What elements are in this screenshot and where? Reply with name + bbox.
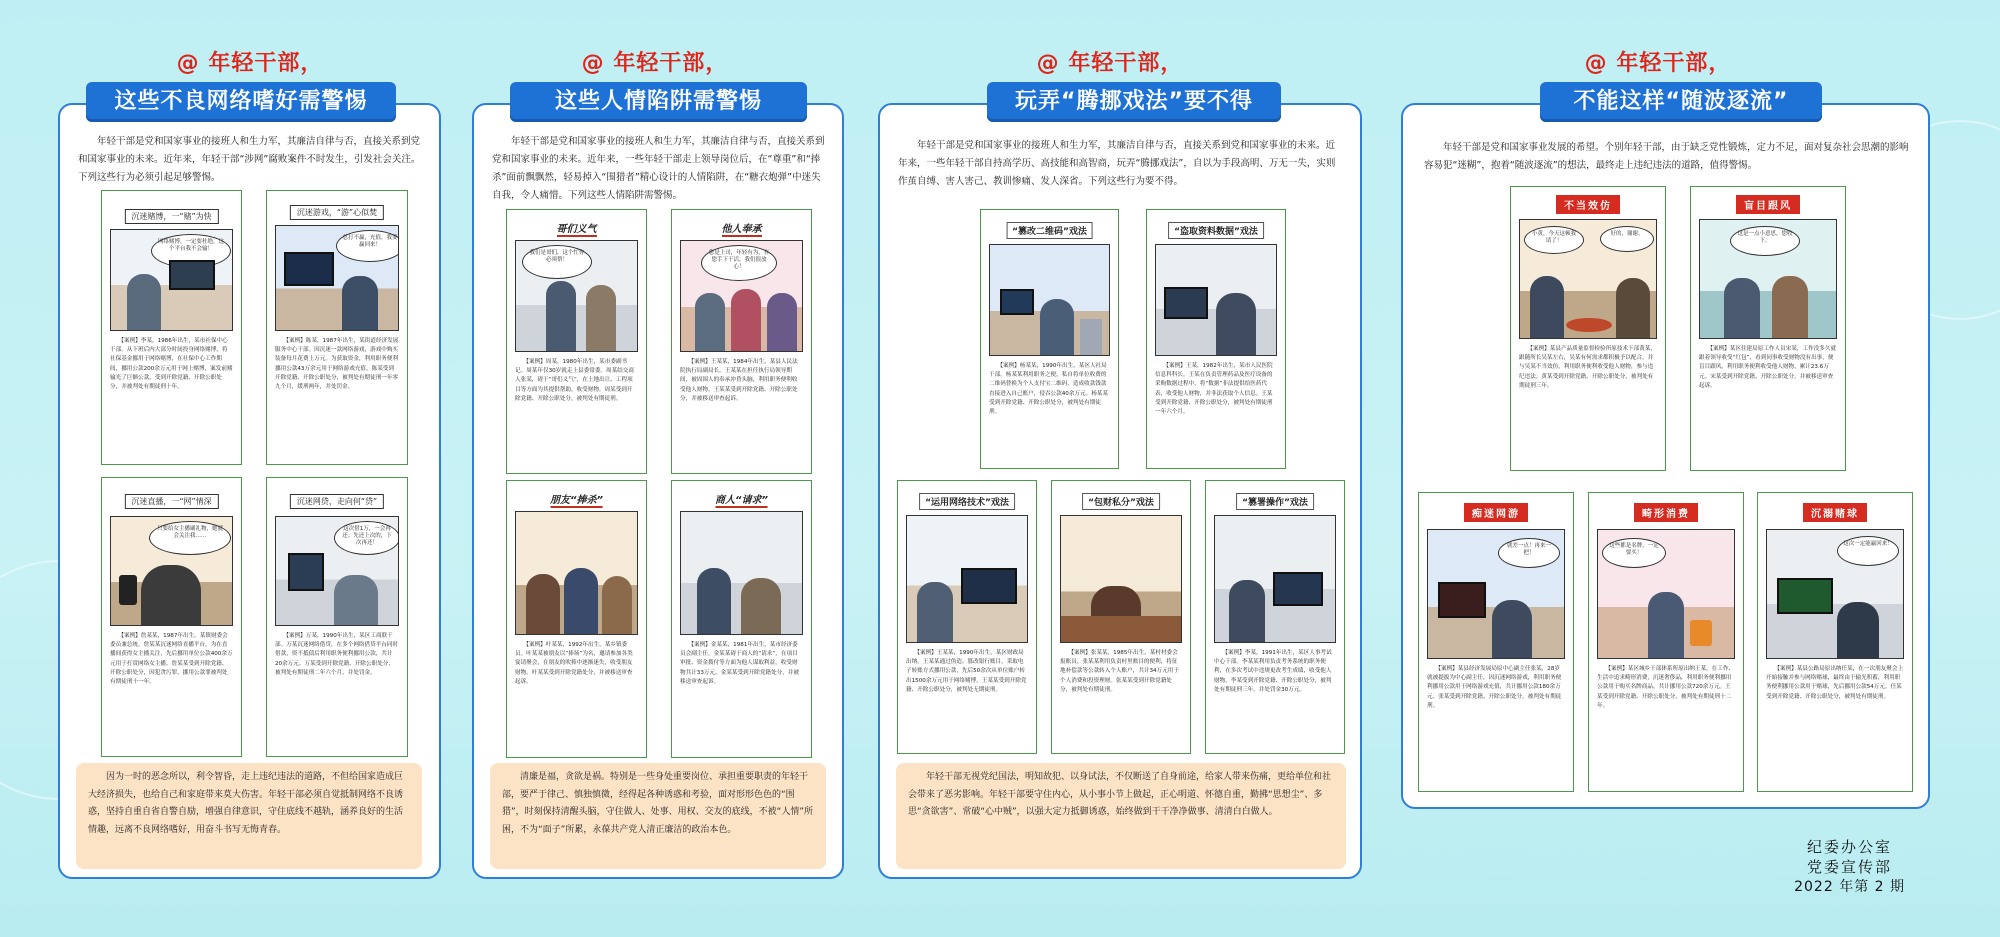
person-figure	[1492, 600, 1532, 658]
laptop-icon	[288, 553, 324, 591]
case-label: 痴迷网游	[1464, 503, 1528, 522]
case-label: 不当效仿	[1556, 195, 1620, 214]
case-text: 【案例】万某，1990年出生，某区工商联干部。万某沉迷网络借贷，在多个网络借贷平台同时借款，资不抵债后利用职务便利挪用公款，共计20余万元。万某受到开除党籍、开除公职处分，被判处有期徒刑二年六个月，并处罚金。	[275, 633, 399, 676]
case-card	[101, 190, 242, 465]
case-text: 【案例】张某某，1985年出生，某村村委会报账员。张某某利用负责村里账目的便利，将征地补偿款等公款转入个人账户，共计34万元用于个人消费和投资理财。张某某受到开除党籍处分，被判处有期徒刑。	[1060, 650, 1179, 693]
case-card	[1146, 209, 1286, 469]
case-label: 商人“请求”	[715, 491, 768, 508]
case-label: 畸形消费	[1634, 503, 1698, 522]
panel-kicker: @ 年轻干部，	[176, 51, 324, 76]
monitor-icon	[1000, 289, 1034, 315]
person-figure	[1616, 278, 1650, 338]
person-figure	[1648, 592, 1684, 658]
person-figure	[586, 285, 616, 351]
case-illustration	[1519, 219, 1657, 339]
case-label: 沉迷网贷，走向何“贷”	[290, 494, 384, 509]
speech-bubble: 网络赌博，一定要杜绝，这个平台我不会输！	[151, 234, 231, 268]
case-text: 【案例】李某，1986年出生，某市社保中心干部。从下班后内大部分时间投身网络赌博，将社保基金挪用于网络赌博，在社保中心工作期间，挪用公款200余万元用于网上赌博，案发前赌输光了巨额公款，受到开除党籍、开除公职处分，并被判处有期徒刑十年。	[110, 338, 233, 391]
speech-bubble: 您是上司，年轻有为，在您手下干活，我们很放心！	[701, 245, 777, 281]
case-card	[101, 477, 242, 757]
case-card	[671, 209, 812, 474]
case-card	[980, 209, 1119, 469]
speech-bubble: 这是一点小意思，您收下。	[1730, 226, 1800, 256]
person-figure	[564, 568, 598, 634]
case-card	[1510, 186, 1666, 471]
person-figure	[1772, 276, 1808, 338]
case-label: “篡改二维码”戏法	[1006, 222, 1093, 239]
case-label: 沉迷赌博，一“赌”为快	[124, 209, 218, 224]
monitor-icon	[961, 568, 1017, 604]
case-text: 【案例】王某，1982年出生，某市人民医院信息科科长。王某在负责管理药品及医疗设备的采购数据过程中，将“数据”非法提供给医药代表，收受他人财物，并非法获取个人信息。王某受到开除党籍、开除公职处分，被判处有期徒刑一年六个月。	[1155, 363, 1273, 416]
case-card	[1418, 492, 1574, 792]
case-text: 【案例】某区城乡干部体系所原出纳王某，在工作、生活中追求畸形消费，沉迷奢侈品，利用职务便利挪用公款用于购买名牌商品，共计挪用公款720余万元。王某受到开除党籍、开除公职处分，被判处有期徒刑十二年。	[1597, 666, 1735, 709]
case-card	[1690, 186, 1846, 471]
speech-bubble: 这次一定能赢回来！	[1837, 536, 1899, 566]
issuer-line: 党委宣传部	[1807, 858, 1893, 876]
case-illustration	[515, 240, 638, 352]
speech-bubble: 就差一点！再来一把！	[1498, 538, 1560, 568]
panel-kicker: @ 年轻干部，	[1036, 51, 1184, 76]
person-figure	[141, 565, 201, 625]
person-figure	[546, 281, 576, 351]
case-label: “盗取资料数据”戏法	[1168, 222, 1264, 239]
qr-stand-icon	[1080, 319, 1102, 355]
person-figure	[1837, 602, 1879, 658]
case-illustration	[1155, 244, 1277, 356]
case-label: “运用网络技术”戏法	[919, 493, 1015, 510]
speech-bubble: 这次借1万，一会再还；先还上次的，下次再还！	[334, 521, 399, 555]
person-figure	[602, 576, 632, 634]
case-illustration	[680, 511, 803, 635]
case-text: 【案例】陈某，1987年出生，某街道经济发展服务中心干部。因沉迷一款网络游戏，游戏中购买装备每月花费上万元。为获取资金，利用职务便利挪用公款43万余元用于网络游戏充值。陈某受到开除党籍、开除公职处分，被判处有期徒刑一年零九个月，缓刑两年，并处罚金。	[275, 338, 399, 391]
panel-title: 这些不良网络嗜好需警惕	[86, 82, 396, 122]
dinner-table-icon	[1566, 318, 1612, 332]
monitor-icon	[169, 260, 215, 290]
case-illustration	[110, 229, 233, 331]
case-card	[1757, 492, 1913, 792]
panel-intro: 年轻干部是党和国家事业的接班人和生力军，其廉洁自律与否，直接关系到党和国家事业的未来。近年来，一些年轻干部走上领导岗位后，在“尊重”和“捧杀”面前飘飘然，轻易掉入“围猎者”精心设计的人情陷阱，在“糖衣炮弹”中迷失自我，令人痛惜。下列这些人情陷阱需警惕。	[492, 136, 825, 201]
panel-title: 这些人情陷阱需警惕	[510, 82, 807, 122]
case-illustration	[275, 516, 399, 626]
issuer-block	[1794, 837, 1905, 897]
person-figure	[1216, 293, 1256, 355]
person-figure	[1040, 299, 1074, 355]
phone-icon	[119, 575, 137, 605]
case-card	[266, 477, 408, 757]
case-text: 【案例】詹某某，1987年出生，某镇财委会委员兼总统。詹某某沉迷网络直播平台，为在直播间获得女主播关注，先后挪用单位公款400余万元用于打赏网络女主播。詹某某受到开除党籍、开除公职处分，因犯贪污罪、挪用公款罪被判处有期徒刑十一年。	[110, 633, 233, 686]
case-illustration	[989, 244, 1110, 356]
case-label: 朋友“捧杀”	[550, 491, 603, 508]
case-illustration	[1214, 515, 1336, 643]
monitor-icon	[284, 252, 334, 286]
case-text: 【案例】杨某某，1990年出生，某区人社局干部。杨某某利用职务之便，私自将单位收费的二维码替换为个人支付宝二维码，造成收款钱款直接进入自己账户，侵吞公款40余万元。杨某某受到开除党籍、开除公职处分，被判处有期徒刑。	[989, 363, 1108, 416]
case-illustration	[1597, 529, 1735, 659]
case-illustration	[680, 240, 803, 352]
shopping-bag-icon	[1690, 620, 1712, 646]
case-text: 【案例】某县公路局原出纳任某，在一次朋友聚会上开始接触并参与网络赌球，最终由于输光积蓄，利用职务便利挪用公款用于赌球，先后挪用公款54万元。任某受到开除党籍、开除公职处分，被判处有期徒刑。	[1766, 666, 1904, 700]
person-figure	[127, 274, 161, 330]
panel-intro: 年轻干部是党和国家事业的接班人和生力军，其廉洁自律与否，直接关系到党和国家事业的未来。近年来，年轻干部“涉网”腐败案件不时发生，引发社会关注。下列这些行为必须引起足够警惕。	[78, 136, 421, 183]
person-figure	[526, 574, 560, 634]
case-illustration	[275, 225, 399, 331]
case-text: 【案例】王某某，1990年出生，某区财政局出纳。王某某通过伪造、篡改银行账目，采取电子转账方式挪用公款，先后50余次从单位账户转出1500余万元用于网络赌博。王某某受到开除党籍、开除公职处分，被判处无期徒刑。	[906, 650, 1027, 693]
case-text: 【案例】叶某某，1992年出生，某乡镇委员。叶某某被朋友以“捧场”为名，邀请参加各类宴请聚会，在朋友的吹捧中逐渐迷失，收受朋友财物。叶某某受到开除党籍处分，并被移送审查起诉。	[515, 642, 633, 685]
panel-summary: 因为一时的恶念所以，利令智昏，走上违纪违法的道路，不但给国家造成巨大经济损失，也给自己和家庭带来莫大伤害。年轻干部必须自觉抵制网络不良诱惑，坚持自重自省自警自励，增强自律意识，守住底线不越轨，涵养良好的生活情趣，远离不良网络嗜好，用奋斗书写无悔青春。	[76, 763, 422, 869]
monitor-icon	[1164, 287, 1208, 319]
speech-bubble: 只要给女主播刷礼物，她就会关注我……	[149, 521, 231, 555]
speech-bubble: 我们是哥们，这个忙你必须帮！	[522, 245, 592, 279]
speech-bubble: 总打不赢，充值，我要赢回来！	[336, 230, 399, 262]
case-card	[506, 209, 647, 474]
case-card	[897, 480, 1037, 754]
person-figure	[1724, 278, 1760, 338]
case-text: 【案例】李某，1991年出生，某区人事考试中心干部。李某某利用负责考务系统的职务便利，在多次考试中违规更改考生成绩，收受他人财物。李某受到开除党籍、开除公职处分，被判处有期徒刑三年，并处罚金30万元。	[1214, 650, 1332, 693]
case-label: 沉迷游戏，“游”心似焚	[290, 205, 384, 220]
case-illustration	[1427, 529, 1565, 659]
panel-title: 不能这样“随波逐流”	[1540, 82, 1822, 122]
case-illustration	[1766, 529, 1904, 659]
panel-summary: 年轻干部无视党纪国法，明知故犯、以身试法，不仅断送了自身前途，给家人带来伤痛，更给单位和社会带来了恶劣影响。年轻干部要守住内心，从小事小节上做起，正心明道、怀德自重，勤拂“思想尘”、多思“贪欲害”、常破“心中贼”，以强大定力抵御诱惑，始终做到干干净净做事、清清白白做人。	[896, 763, 1346, 869]
case-illustration	[906, 515, 1028, 643]
case-card	[1205, 480, 1345, 754]
case-card	[1588, 492, 1744, 792]
case-card	[266, 190, 408, 465]
person-figure	[741, 578, 781, 634]
case-text: 【案例】周某，1980年出生，某市委副书记。周某年仅30岁就走上县委常委。周某结交商人张某，碍于“哥们义气”，在土地出让、工程项目等方面为其提供帮助，收受财物。周某受到开除党籍、开除公职处分，被判处有期徒刑。	[515, 359, 634, 402]
monitor-icon	[1273, 572, 1323, 606]
speech-bubble: 这些都是名牌，一定要买！	[1602, 538, 1666, 568]
case-label: 他人奉承	[722, 220, 762, 237]
tv-icon	[1777, 578, 1833, 614]
speech-bubble: 小黄，今天这顿我请了！	[1524, 226, 1584, 254]
case-text: 【案例】某区住建局原工作人员宋某，工作没多久就跟着领导收受“红包”，看到同事收受财物没有出事，便盲目跟风，利用职务便利收受他人财物，累计23.6万元。宋某受到开除党籍、开除公职处分，并被移送审查起诉。	[1699, 346, 1837, 389]
case-card	[671, 480, 812, 758]
case-label: 盲目跟风	[1736, 195, 1800, 214]
person-figure	[767, 293, 797, 351]
case-illustration	[110, 516, 233, 626]
person-figure	[731, 289, 761, 351]
case-illustration	[1699, 219, 1837, 339]
person-figure	[1530, 276, 1564, 338]
person-figure	[697, 568, 731, 634]
issuer-line: 纪委办公室	[1807, 838, 1893, 856]
case-text: 【案例】某县产品质量监督检验所原技术干部黄某，跟随所长吴某左右，吴某有何需求都积极予以配合，并与吴某不当效仿，利用职务便利收受他人财物，参与违纪违法。黄某受到开除党籍、开除公职处分，被判处有期徒刑三年。	[1519, 346, 1657, 389]
panel-kicker: @ 年轻干部，	[1584, 51, 1732, 76]
case-label: 哥们义气	[557, 220, 597, 237]
person-figure	[342, 276, 378, 330]
desk-shape	[1061, 616, 1181, 642]
case-label: “包财私分”戏法	[1082, 493, 1160, 510]
panel-title: 玩弄“腾挪戏法”要不得	[987, 82, 1281, 122]
panel-kicker: @ 年轻干部，	[581, 51, 729, 76]
person-figure	[334, 575, 378, 625]
panel-intro: 年轻干部是党和国家事业的接班人和生力军，其廉洁自律与否，直接关系到党和国家事业的未来。近年来，一些年轻干部自持高学历、高技能和高智商，玩弄“腾挪戏法”，自以为手段高明、万无一失，实则作茧自缚、害人害己、教训惨痛、发人深省。下列这些行为要不得。	[898, 140, 1336, 187]
case-text: 【案例】金某某，1981年出生，某市经济委员会副主任。金某某碍于商人的“请求”，在项目审批、资金拨付等方面为他人谋取利益，收受财物共计33万元。金某某受到开除党籍处分，并被移送审查起诉。	[680, 642, 799, 685]
panel-intro: 年轻干部是党和国家事业发展的希望。个别年轻干部，由于缺乏党性锻炼，定力不足，面对复杂社会思潮的影响容易犯“迷糊”，抱着“随波逐流”的想法，最终走上违纪违法的道路，值得警惕。	[1424, 142, 1909, 171]
case-illustration	[515, 511, 638, 635]
speech-bubble: 好的，谢谢。	[1600, 226, 1654, 252]
issue-number: 2022 年第 2 期	[1794, 879, 1905, 895]
person-figure	[917, 582, 953, 642]
person-figure	[695, 293, 725, 351]
person-figure	[1229, 580, 1265, 642]
case-text: 【案例】某县经济发展局原中心副主任张某，28岁就被提拔为中心副主任，因沉迷网络游戏，利用职务便利挪用公款用于网络游戏充值，共计挪用公款180余万元。张某受到开除党籍、开除公职处分，被判处有期徒刑。	[1427, 666, 1562, 709]
case-label: 沉迷直播，一“网”情深	[124, 494, 218, 509]
monitor-icon	[1438, 582, 1486, 618]
case-card	[506, 480, 647, 758]
case-text: 【案例】王某某，1984年出生，某县人民法院执行局副局长。王某某在担任执行局领导期间，被周围人的奉承冲昏头脑，利用职务便利收受他人财物。王某某受到开除党籍、开除公职处分，并被移送审查起诉。	[680, 359, 798, 402]
case-illustration	[1060, 515, 1182, 643]
case-card	[1051, 480, 1191, 754]
panel-summary: 清廉是福，贪欲是祸。特别是一些身处重要岗位、承担重要职责的年轻干部，要严于律己、慎独慎微，经得起各种诱惑和考验，面对形形色色的“围猎”，时刻保持清醒头脑，守住做人、处事、用权、交友的底线，不被“人情”所困，不为“面子”所累，永葆共产党人清正廉洁的政治本色。	[490, 763, 826, 869]
case-label: 沉溺赌球	[1803, 503, 1867, 522]
case-label: “篡署操作”戏法	[1236, 493, 1314, 510]
